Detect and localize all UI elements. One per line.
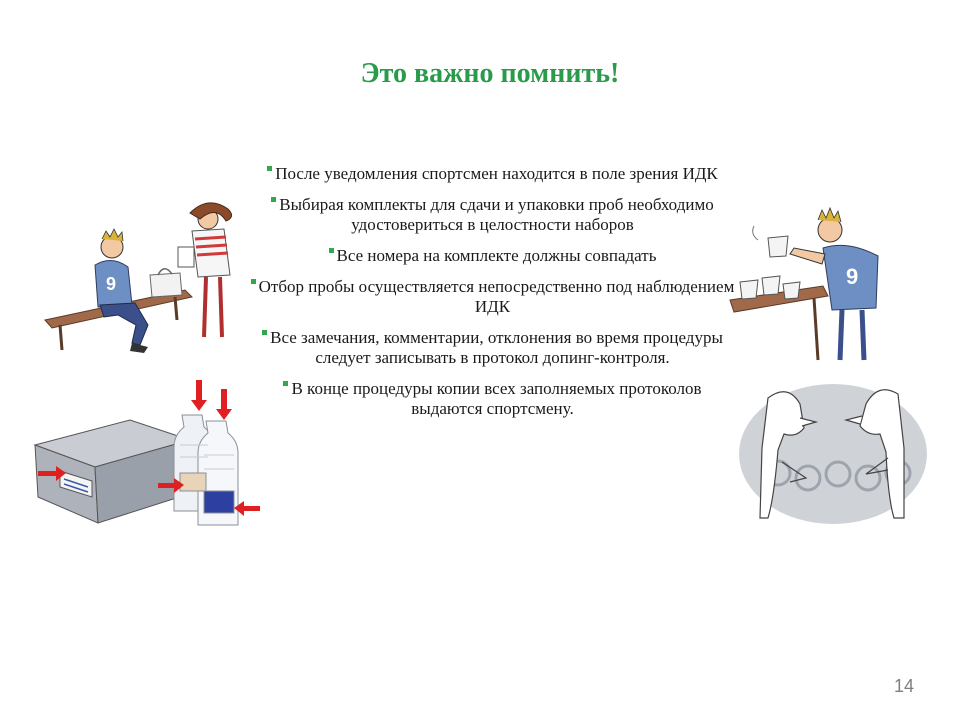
bullet-item: Выбирая комплекты для сдачи и упаковки проб необходимо удостовериться в целостности наборов <box>250 195 735 235</box>
shirt-number: 9 <box>106 274 117 294</box>
athlete-cups-illustration <box>728 200 913 370</box>
kit-bottles-illustration <box>30 375 265 535</box>
bullet-marker <box>251 279 256 284</box>
shirt-number: 9 <box>846 264 859 289</box>
bullet-item: Отбор пробы осуществляется непосредственно под наблюдением ИДК <box>250 277 735 317</box>
page-number: 14 <box>893 676 914 696</box>
bullet-marker <box>267 166 272 171</box>
bullet-marker <box>329 248 334 253</box>
debate-illustration <box>738 378 928 530</box>
bullet-marker <box>271 197 276 202</box>
bullet-marker <box>283 381 288 386</box>
bullet-item: Все номера на комплекте должны совпадать <box>250 246 735 266</box>
bullet-item: В конце процедуры копии всех заполняемых протоколов выдаются спортсмену. <box>250 379 735 419</box>
bullet-marker <box>262 330 267 335</box>
bullet-item: Все замечания, комментарии, отклонения во время процедуры следует записывать в протокол допинг-контроля. <box>250 328 735 368</box>
slide-title: Это важно помнить! <box>360 58 620 89</box>
bullet-list <box>250 164 735 430</box>
athlete-bench-illustration <box>40 195 250 365</box>
bullet-item: После уведомления спортсмен находится в поле зрения ИДК <box>250 164 735 184</box>
